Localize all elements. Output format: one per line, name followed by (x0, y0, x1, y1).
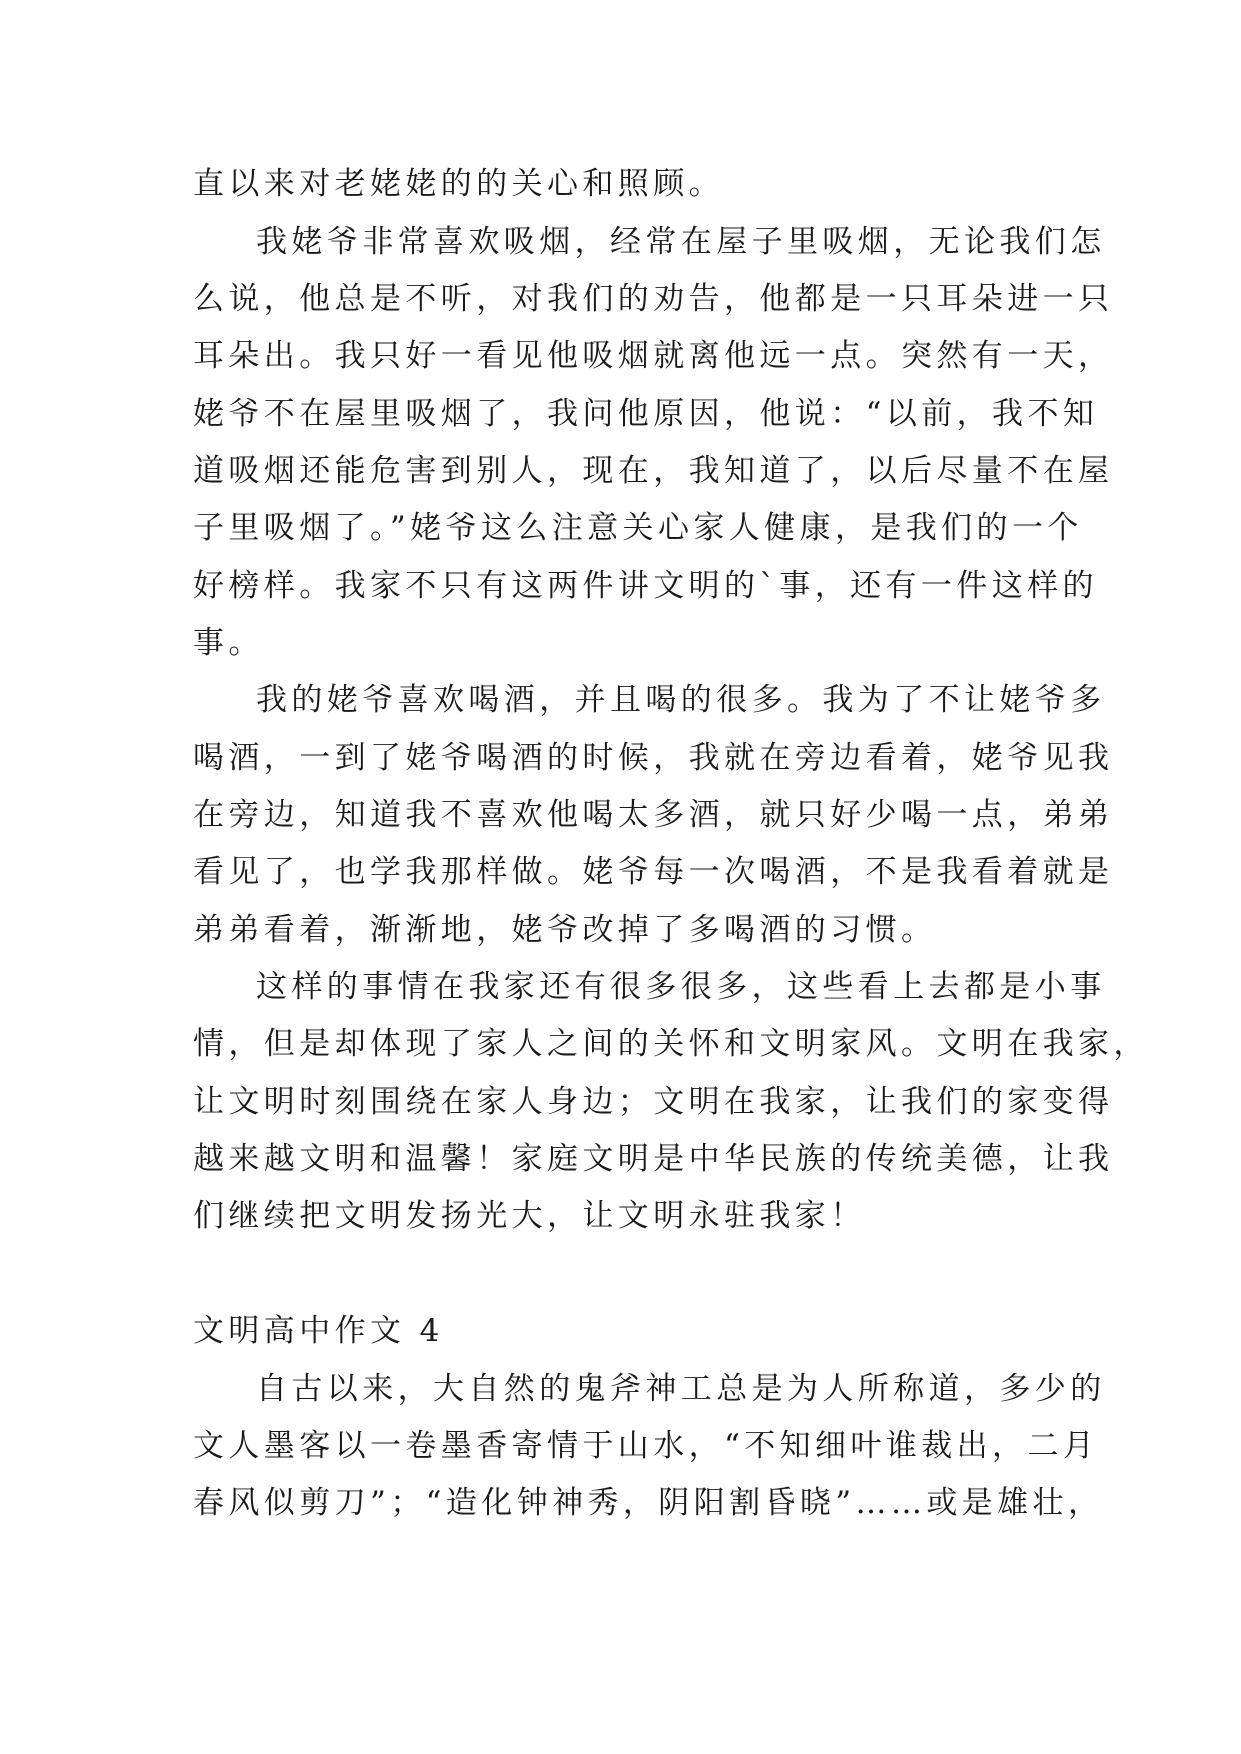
text-line: 文人墨客以一卷墨香寄情于山水，“不知细叶谁裁出，二月 (193, 1428, 1099, 1464)
text-line: 越来越文明和温馨！家庭文明是中华民族的传统美德，让我 (193, 1141, 1114, 1177)
text-line: 道吸烟还能危害到别人，现在，我知道了，以后尽量不在屋 (193, 453, 1114, 489)
section-heading: 文明高中作文 4 (193, 1313, 444, 1349)
text-line: 么说，他总是不听，对我们的劝告，他都是一只耳朵进一只 (193, 281, 1114, 317)
text-line: 耳朵出。我只好一看见他吸烟就离他远一点。突然有一天， (193, 338, 1114, 374)
text-line: 直以来对老姥姥的的关心和照顾。 (193, 166, 724, 202)
paragraph-start-line: 这样的事情在我家还有很多很多，这些看上去都是小事 (256, 969, 1106, 1005)
text-line: 让文明时刻围绕在家人身边；文明在我家，让我们的家变得 (193, 1084, 1114, 1120)
text-line: 好榜样。我家不只有这两件讲文明的`事，还有一件这样的 (193, 568, 1098, 604)
text-line: 姥爷不在屋里吸烟了，我问他原因，他说：“以前，我不知 (193, 396, 1099, 432)
paragraph-start-line: 自古以来，大自然的鬼斧神工总是为人所称道，多少的 (256, 1371, 1106, 1407)
text-line: 看见了，也学我那样做。姥爷每一次喝酒，不是我看着就是 (193, 854, 1114, 890)
paragraph-start-line: 我的姥爷喜欢喝酒，并且喝的很多。我为了不让姥爷多 (256, 682, 1106, 718)
text-line: 春风似剪刀”；“造化钟神秀，阴阳割昏晓”……或是雄壮， (193, 1485, 1104, 1521)
paragraph-start-line: 我姥爷非常喜欢吸烟，经常在屋子里吸烟，无论我们怎 (256, 224, 1106, 260)
text-line: 子里吸烟了。”姥爷这么注意关心家人健康，是我们的一个 (193, 510, 1083, 546)
text-line: 们继续把文明发扬光大，让文明永驻我家！ (193, 1198, 866, 1234)
text-line: 事。 (193, 625, 264, 661)
text-line: 在旁边，知道我不喜欢他喝太多酒，就只好少喝一点，弟弟 (193, 797, 1114, 833)
text-line: 弟弟看着，渐渐地，姥爷改掉了多喝酒的习惯。 (193, 912, 937, 948)
text-line: 情，但是却体现了家人之间的关怀和文明家风。文明在我家， (193, 1026, 1149, 1062)
text-line: 喝酒，一到了姥爷喝酒的时候，我就在旁边看着，姥爷见我 (193, 740, 1114, 776)
